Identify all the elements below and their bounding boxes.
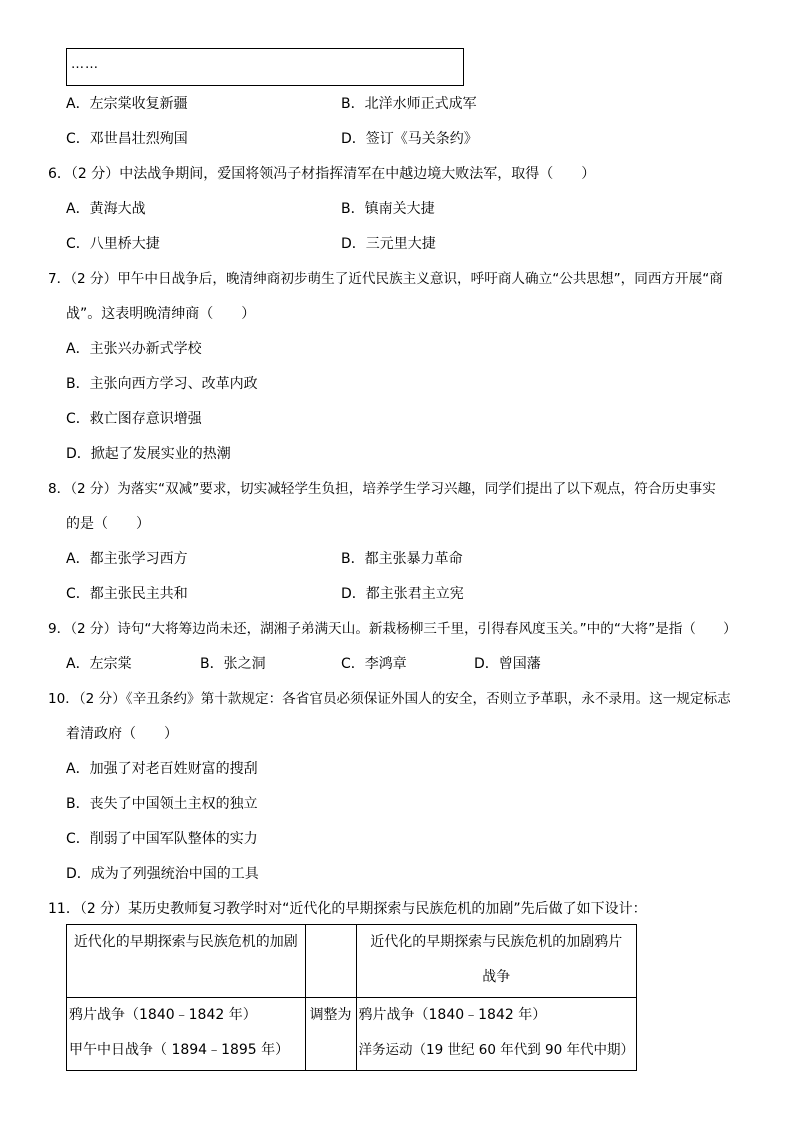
q11-stem: 11．（2 分）某历史教师复习教学时对“近代化的早期探索与民族危机的加剧”先后做了如下设计： xyxy=(48,901,647,917)
table-cell-right-header xyxy=(356,925,637,998)
q6-option-d: D．三元里大捷 xyxy=(341,236,436,252)
answer-box-text: …… xyxy=(71,57,99,72)
q10-stem-line2: 着清政府（ ） xyxy=(66,726,178,742)
right-header-line2: 战争 xyxy=(482,969,511,985)
q9-stem: 9．（2 分）诗句“大将筹边尚未还，湖湘子弟满天山。新栽杨柳三千里，引得春风度玉关。”中的“大将”是指（ ） xyxy=(48,621,737,637)
table-cell-middle-header xyxy=(305,925,356,998)
left-header-text: 近代化的早期探索与民族危机的加剧 xyxy=(73,934,298,950)
q7-option-c: C．救亡图存意识增强 xyxy=(66,411,202,427)
q5-option-c: C．邓世昌壮烈殉国 xyxy=(66,131,188,147)
q5-option-b: B．北洋水师正式成军 xyxy=(341,96,477,112)
q6-option-a: A．黄海大战 xyxy=(66,201,146,217)
q7-option-a: A．主张兴办新式学校 xyxy=(66,341,202,357)
q9-option-b: B．张之洞 xyxy=(200,656,266,672)
q10-stem-line1: 10．（2 分）《辛丑条约》第十款规定：各省官员必须保证外国人的安全，否则立予革职，永不录用。这一规定标志 xyxy=(48,691,731,707)
q8-option-c: C．都主张民主共和 xyxy=(66,586,188,602)
table-cell-left-body xyxy=(67,998,306,1071)
table-row xyxy=(67,998,637,1071)
table-cell-right-body xyxy=(356,998,637,1071)
q8-option-d: D．都主张君主立宪 xyxy=(341,586,464,602)
middle-text: 调整为 xyxy=(309,1007,352,1023)
table-cell-left-header xyxy=(67,925,306,998)
right-row2: 洋务运动（19 世纪 60 年代到 90 年代中期） xyxy=(358,1042,634,1058)
q10-option-a: A．加强了对老百姓财富的搜刮 xyxy=(66,761,258,777)
q8-stem-line2: 的是（ ） xyxy=(66,516,150,532)
q10-option-c: C．削弱了中国军队整体的实力 xyxy=(66,831,258,847)
q6-stem: 6．（2 分）中法战争期间，爱国将领冯子材指挥清军在中越边境大败法军，取得（ ） xyxy=(48,166,596,182)
q5-option-a: A．左宗棠收复新疆 xyxy=(66,96,188,112)
q10-option-d: D．成为了列强统治中国的工具 xyxy=(66,866,259,882)
table-cell-middle-body xyxy=(305,998,356,1071)
q6-option-c: C．八里桥大捷 xyxy=(66,236,160,252)
q8-option-a: A．都主张学习西方 xyxy=(66,551,188,567)
left-row1: 鸦片战争（1840﹣1842 年） xyxy=(69,1007,257,1023)
q8-option-b: B．都主张暴力革命 xyxy=(341,551,463,567)
q7-option-b: B．主张向西方学习、改革内政 xyxy=(66,376,258,392)
right-row1: 鸦片战争（1840﹣1842 年） xyxy=(358,1007,547,1023)
table-row xyxy=(67,925,637,998)
q9-option-c: C．李鸿章 xyxy=(341,656,407,672)
q9-option-d: D．曾国藩 xyxy=(474,656,541,672)
q9-option-a: A．左宗棠 xyxy=(66,656,132,672)
q7-option-d: D．掀起了发展实业的热潮 xyxy=(66,446,231,462)
q8-stem-line1: 8．（2 分）为落实“双减”要求，切实减轻学生负担，培养学生学习兴趣，同学们提出了以下观点，符合历史事实 xyxy=(48,481,716,497)
answer-box xyxy=(66,48,464,86)
q5-option-d: D．签订《马关条约》 xyxy=(341,131,478,147)
design-table xyxy=(66,924,637,1071)
right-header-line1: 近代化的早期探索与民族危机的加剧鸦片 xyxy=(370,934,623,950)
q10-option-b: B．丧失了中国领土主权的独立 xyxy=(66,796,258,812)
q7-stem-line1: 7．（2 分）甲午中日战争后，晚清绅商初步萌生了近代民族主义意识，呼吁商人确立“公共思想”，同西方开展“商 xyxy=(48,271,723,287)
q6-option-b: B．镇南关大捷 xyxy=(341,201,435,217)
left-row2: 甲午中日战争（ 1894﹣1895 年） xyxy=(69,1042,290,1058)
q7-stem-line2: 战”。这表明晚清绅商（ ） xyxy=(66,306,256,322)
